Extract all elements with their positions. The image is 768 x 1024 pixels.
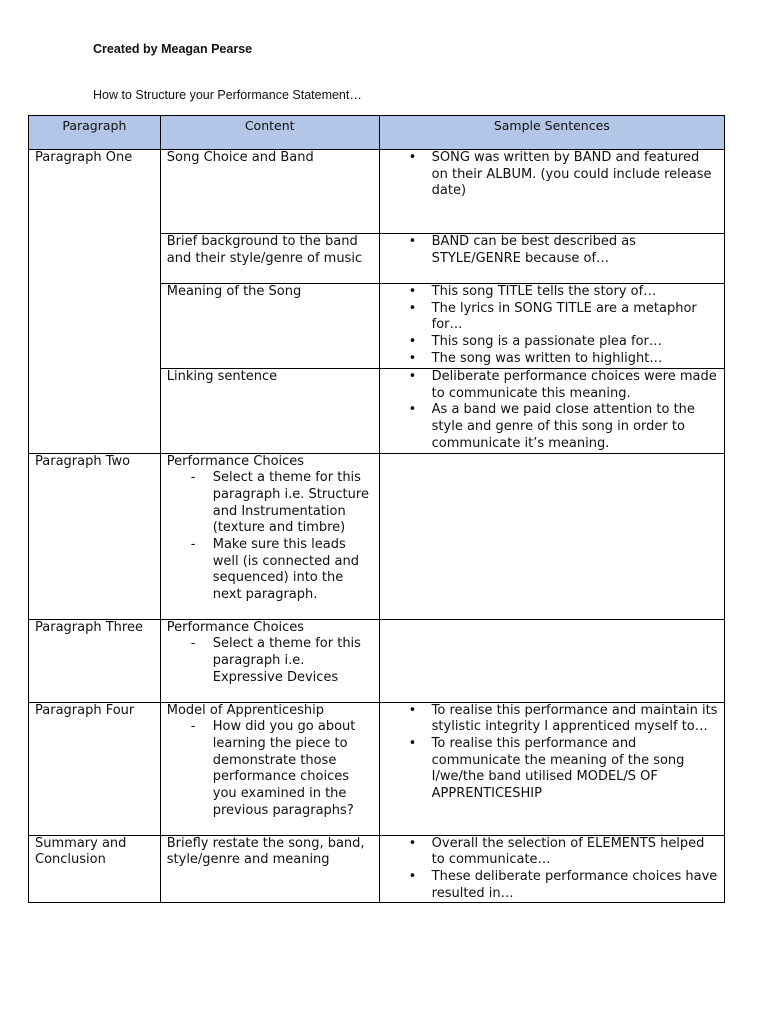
content-text: Performance Choices — [166, 453, 305, 469]
content-cell — [160, 835, 379, 903]
content-cell — [160, 702, 379, 835]
sample-sentence: • Deliberate performance choices were made to communicate this meaning. — [432, 369, 718, 402]
sample-sentence: • To realise this performance and maintain its stylistic integrity I apprenticed myself to… — [432, 703, 718, 736]
content-point: - Select a theme for this paragraph i.e. Expressive Devices — [213, 636, 373, 686]
content-cell — [160, 453, 379, 619]
content-point: - How did you go about learning the piece to demonstrate those performance choices you examined in the previous paragraphs? — [213, 719, 373, 819]
sentences-cell — [379, 150, 724, 234]
table-row — [29, 619, 725, 702]
table-row — [29, 453, 725, 619]
sentences-cell — [379, 835, 724, 903]
content-cell — [160, 284, 379, 369]
sentences-cell — [379, 619, 724, 702]
sample-sentence: • BAND can be best described as STYLE/GENRE because of… — [432, 234, 718, 267]
sample-sentence: • To realise this performance and communicate the meaning of the song I/we/the band utilised MODEL/S OF APPRENTICESHIP — [432, 736, 718, 803]
paragraph-label: Paragraph Four — [29, 702, 161, 835]
content-text: Model of Apprenticeship — [166, 702, 325, 718]
sentences-cell — [379, 369, 724, 454]
table-row — [29, 150, 725, 234]
sentences-cell — [379, 284, 724, 369]
content-cell — [160, 234, 379, 284]
sentences-cell — [379, 453, 724, 619]
table-row — [29, 702, 725, 835]
sample-sentence: • The song was written to highlight… — [432, 351, 718, 368]
content-text: Meaning of the Song — [166, 284, 302, 299]
table-row — [29, 835, 725, 903]
sentences-cell — [379, 702, 724, 835]
sample-sentence: • This song TITLE tells the story of… — [432, 284, 718, 301]
content-cell — [160, 150, 379, 234]
content-point: - Select a theme for this paragraph i.e. Structure and Instrumentation (texture and timbre) — [213, 470, 373, 537]
paragraph-label: Paragraph Three — [29, 619, 161, 702]
sentences-cell — [379, 234, 724, 284]
header-sample-sentences: Sample Sentences — [379, 116, 724, 150]
sample-sentence: • Overall the selection of ELEMENTS helped to communicate… — [432, 836, 718, 869]
paragraph-label: Summary and Conclusion — [29, 835, 161, 903]
content-text: Song Choice and Band — [166, 150, 314, 165]
header-content: Content — [160, 116, 379, 150]
content-text: Performance Choices — [166, 619, 305, 635]
paragraph-label: Paragraph Two — [29, 453, 161, 619]
performance-statement-table — [28, 115, 725, 903]
header-paragraph: Paragraph — [29, 116, 161, 150]
sample-sentence: • SONG was written by BAND and featured on their ALBUM. (you could include release date) — [432, 150, 718, 200]
sample-sentence: • These deliberate performance choices have resulted in… — [432, 869, 718, 902]
document-subtitle: How to Structure your Performance Statement… — [93, 88, 362, 102]
table-header-row — [29, 116, 725, 150]
content-text: Briefly restate the song, band, style/genre and meaning — [166, 835, 365, 868]
sample-sentence: • This song is a passionate plea for… — [432, 334, 718, 351]
content-cell — [160, 619, 379, 702]
sample-sentence: • As a band we paid close attention to the style and genre of this song in order to communicate it’s meaning. — [432, 402, 718, 452]
content-text: Brief background to the band and their style/genre of music — [166, 234, 363, 266]
content-text: Linking sentence — [166, 369, 278, 384]
author-line: Created by Meagan Pearse — [93, 42, 253, 56]
paragraph-label: Paragraph One — [29, 150, 161, 454]
content-point: - Make sure this leads well (is connected and sequenced) into the next paragraph. — [213, 537, 373, 604]
sample-sentence: • The lyrics in SONG TITLE are a metaphor for… — [432, 301, 718, 334]
content-cell — [160, 369, 379, 454]
